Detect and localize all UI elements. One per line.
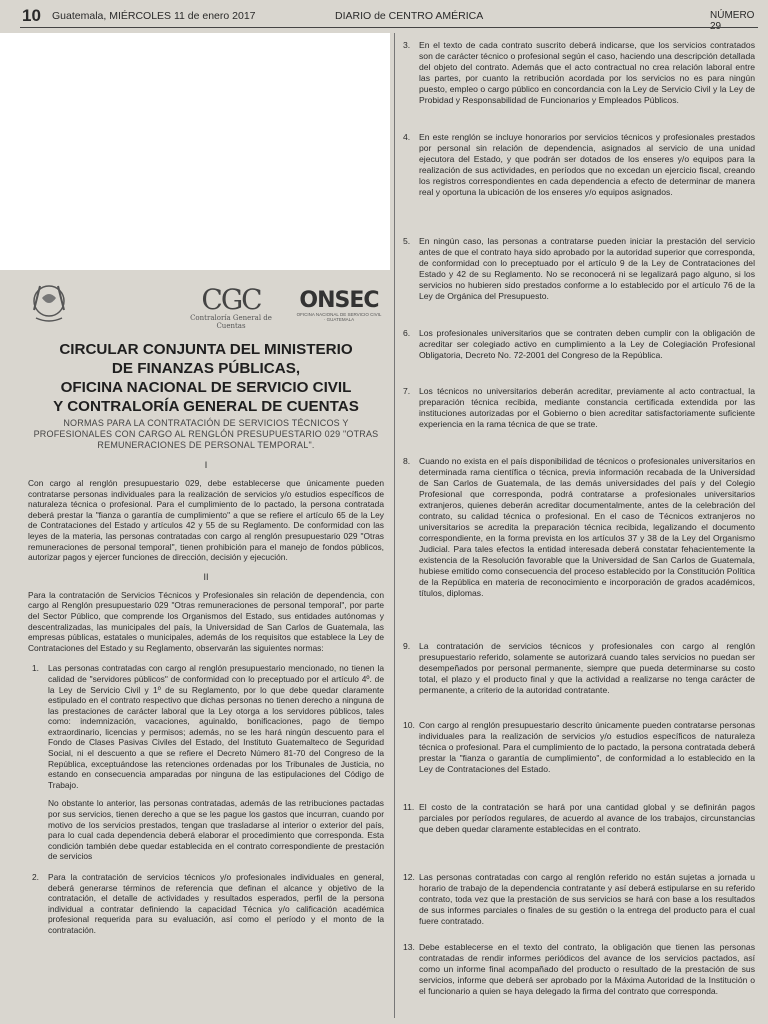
norm-number: 3. [403, 40, 411, 50]
title-line-3: OFICINA NACIONAL DE SERVICIO CIVIL [60, 379, 352, 396]
cgc-logo-name: Contraloría General de Cuentas [190, 314, 272, 330]
paragraph-2: Para la contratación de Servicios Técnicos y Profesionales sin relación de dependencia, con cargo al Renglón presupuestario 029 "Otras remuneraciones de personal temporal", por parte del Sector Público, que comprende los Organismos del Estado, sus entidades autónomas y descentralizadas, las municipales del país, la Universidad de San Carlos de Guatemala, las empresas públicas, estatales o municipales, además de los requisitos que establece la Ley de Contrataciones del Estado y su Reglamento, observarán las siguientes normas: [28, 589, 384, 653]
newspaper-name: DIARIO de CENTRO AMÉRICA [335, 10, 484, 22]
coat-of-arms-icon [28, 278, 70, 324]
norm-text: Las personas contratadas con cargo al renglón presupuestario mencionado, no tienen la calidad de "servidores públicos" de conformidad con lo preceptuado por el artículo 4º. de la Ley de Servicio Civil y 1º de su Reglamento, por lo que debe quedar claramente estipulado en el contrato respectivo que dichas personas no tienen derecho a ninguna de las prestaciones de carácter laboral que la Ley otorga a los servidores públicos, tales como: indemnización, vacaciones, aguinaldo, bonificaciones, pago de tiempo extraordinario, licencias y permisos; además, no se les hará ningún descuento para el Fondo de Clases Pasivas Civiles del Estado, del Instituto Guatemalteco de Seguridad Social, ni el descuento a que se refiere el Decreto Número 81-70 del Congreso de la República, exceptuándose las retenciones ordenadas por los Tribunales de Justicia, no estando en consecuencia amparadas por ninguna de las estipulaciones del Código de Trabajo. [48, 663, 384, 790]
norm-number: 12. [403, 872, 415, 882]
norm-text: No obstante lo anterior, las personas contratadas, además de las retribuciones pactadas por sus servicios, tienen derecho a que se les pague los gastos que incurran, cuando por motivo de los servicios prestados, tengan que trasladarse al interior o exterior del país, para lo cual cada dependencia deberá elaborar el procedimiento que corresponda. Esta condición también debe quedar establecida en el contrato correspondiente de prestación de servicios [48, 798, 384, 862]
norm-item-12 [403, 872, 755, 927]
norm-text: Cuando no exista en el país disponibilidad de técnicos o profesionales universitarios en determinada rama científica o técnica, previa información recabada de la Universidad de San Carlos de Guatemala, de las demás universidades del país y del Colegio Profesional que corresponda, podrá contratarse a profesionales universitarios extranjeros, quienes deberán acreditar documentalmente, antes de la celebración del contrato, su calidad técnica o profesional. En el caso de Técnicos extranjeros no universitarios se acredita la preparación técnica recibida, legalizando el documento correspondiente, en la forma prevista en los artículos 37 y 38 de la Ley del Organismo Judicial. Para tales efectos la entidad interesada deberá constatar fehacientemente la existencia de la Resolución favorable que la Universidad de San Carlos de Guatemala, hubiese emitido como consecuencia del proceso establecido por la Constitución Política de la República en materia de reconocimiento e incorporación de grados académicos, títulos, diplomas. [419, 456, 755, 598]
norm-text: Para la contratación de servicios técnicos y/o profesionales individuales en general, deberá generarse términos de referencia que definan el alcance y objetivo de la contratación, el detalle de actividades y resultados esperados, perfil de la persona individual a contratar definiendo la capacidad Técnica y/o calificación académica profesional requerida para su evaluación, así como el período y el monto de la contratación. [48, 872, 384, 935]
norm-number: 4. [403, 132, 411, 142]
page-header [0, 0, 768, 30]
cgc-logo-mark: CGC [201, 283, 261, 316]
norm-number: 1. [32, 663, 39, 674]
paragraph-1: Con cargo al renglón presupuestario 029, debe establecerse que únicamente pueden contratarse personas individuales para la realización de servicios y/o estudios específicos de naturaleza técnica o profesional. Para el cumplimiento de lo pactado, la persona contratada deberá prestar la "fianza o garantía de cumplimiento" a que se refiere el artículo 65 de la Ley de Contrataciones del Estado y artículos 42 y 55 de su Reglamento. De conformidad con las leyes de la materia, las personas contratadas con cargo al renglón presupuestario 029 "Otras remuneraciones de personal temporal", tienen prohibición para el manejo de fondos públicos, autorizar pagos y ejercer funciones de dirección, decisión y ejecución. [28, 478, 384, 563]
page-number: 10 [22, 6, 41, 25]
norm-item-6 [403, 328, 755, 361]
norm-item-10 [403, 720, 755, 775]
norm-text: La contratación de servicios técnicos y profesionales con cargo al renglón presupuestario referido, solamente se autorizará cuando tales servicios no puedan ser desempeñados por personal permanente, siempre que pueda determinarse su costo total, el plazo y el producto final y que la actividad a realizarse no tenga carácter de permanente, a criterio de la autoridad contratante. [419, 641, 755, 695]
norm-text: Los técnicos no universitarios deberán acreditar, previamente al acto contractual, la preparación técnica recibida, mediante constancia certificada extendida por las instituciones autorizadas por el Gobierno o bien acreditar satisfactoriamente suficiente experiencia en la rama técnica de que se trate. [419, 386, 755, 429]
norm-number: 9. [403, 641, 411, 651]
norm-item-4 [403, 132, 755, 198]
norm-text: Las personas contratadas con cargo al renglón referido no están sujetas a jornada u horario de trabajo de la dependencia contratante y así deberá estipularse en su referido contrato, toda vez que la prestación de sus servicios se hará con base a los resultados de sus informes parciales o finales de su gestión o la entrega del producto para el cual fuere contratado. [419, 872, 755, 926]
norm-item-9 [403, 641, 755, 696]
norm-text: Con cargo al renglón presupuestario descrito únicamente pueden contratarse personas individuales para la realización de servicios y/o estudios específicos de naturaleza técnica o profesional. Para el cumplimiento de lo pactado, la persona contratada deberá prestar la "fianza o garantía de cumplimiento", de conformidad a lo establecido en la Ley de Contrataciones del Estado. [419, 720, 755, 774]
title-line-1: CIRCULAR CONJUNTA DEL MINISTERIO [59, 341, 353, 358]
norm-item-13 [403, 942, 755, 997]
cgc-logo [176, 283, 286, 330]
norm-number: 2. [32, 872, 39, 882]
norm-item-1-continued [28, 798, 384, 862]
column-divider [394, 33, 395, 1018]
norm-text: En ningún caso, las personas a contratarse pueden iniciar la prestación del servicio antes de que el contrato haya sido aprobado por la autoridad superior que corresponda, de conformidad con lo preceptuado por el artículo 9 de la Ley de Contrataciones del Estado y 42 de su Reglamento. No se reconocerá ni se legalizará pago alguno, si los servicios no hubieren sido prestados conforme a lo establecido por el artículo 76 de la Ley de Orgánica del Presupuesto. [419, 236, 755, 301]
norm-number: 5. [403, 236, 411, 246]
header-rule [20, 27, 758, 28]
issue-number: NÚMERO [710, 10, 755, 21]
onsec-logo-name: OFICINA NACIONAL DE SERVICIO CIVIL · GUATEMALA [296, 312, 382, 322]
title-line-4: Y CONTRALORÍA GENERAL DE CUENTAS [53, 398, 359, 415]
norm-item-11 [403, 802, 755, 835]
norm-text: Los profesionales universitarios que se contraten deben cumplir con la obligación de acreditar ser colegiado activo en cumplimiento a la Ley de Colegiación Profesional Obligatoria, Decreto No. 72-2001 del Congreso de la República. [419, 328, 755, 360]
section-heading-2: II [203, 571, 209, 582]
norm-number: 10. [403, 720, 415, 730]
circular-title [28, 340, 384, 416]
norm-item-5 [403, 236, 755, 302]
onsec-logo-mark: ONSEC [299, 288, 379, 313]
norm-text: Debe establecerse en el texto del contrato, la obligación que tienen las personas contratadas de rendir informes periódicos del avance de los servicios pactados, así como un informe final acompañado del producto o resultado de la prestación de sus servicios, informe que deberá ser aprobado por la Máxima Autoridad de la Institución o el funcionario a quien se haya delegado la firma del contrato que corresponda. [419, 942, 755, 996]
norm-number: 13. [403, 942, 415, 952]
norm-text: En el texto de cada contrato suscrito deberá indicarse, que los servicios contratados son de carácter técnico o profesional según el caso, haciendo una descripción detallada del objeto del contrato. Además que el acto contractual no crea relación laboral entre las partes, por cuanto la retribución acordada por los servicios no es para ningún puesto, empleo o cargo público en concordancia con la Ley de Servicio Civil y la Ley de Probidad y Responsabilidad de Funcionarios y Empleados Públicos. [419, 40, 755, 105]
norm-number: 11. [403, 802, 415, 812]
blank-area [0, 33, 390, 270]
norm-item-3 [403, 40, 755, 106]
title-line-2: DE FINANZAS PÚBLICAS, [111, 360, 301, 377]
norm-item-1 [28, 663, 384, 790]
norm-number: 6. [403, 328, 411, 338]
circular-subtitle: NORMAS PARA LA CONTRATACIÓN DE SERVICIOS TÉCNICOS Y PROFESIONALES CON CARGO AL RENGLÓN PRESUPUESTARIO 029 "OTRAS REMUNERACIONES DE PERSONAL TEMPORAL". [33, 418, 379, 450]
norm-item-2 [28, 872, 384, 936]
publication-date: Guatemala, MIÉRCOLES 11 de enero 2017 [52, 10, 256, 22]
norm-number: 8. [403, 456, 411, 466]
norm-text: El costo de la contratación se hará por una cantidad global y se definirán pagos parciales por períodos regulares, de acuerdo al avance de los trabajos, circunstancias que deben quedar claramente establecidas en el contrato. [419, 802, 755, 834]
norm-item-8 [403, 456, 755, 599]
norm-number: 7. [403, 386, 411, 396]
norm-item-7 [403, 386, 755, 430]
left-column [28, 276, 384, 936]
logo-row [28, 276, 384, 336]
onsec-logo [296, 290, 382, 322]
section-heading-1: I [204, 460, 208, 470]
norm-text: En este renglón se incluye honorarios por servicios técnicos y profesionales prestados por personal sin relación de dependencia, asignados al servicio de una unidad ejecutora del Estado, y que podrán ser dotados de los enseres y/o equipos para la realización de sus actividades, en períodos que no excedan un ejercicio fiscal, creando los registros correspondientes en cada dependencia a efecto de determinar de manera real y oportuna la ubicación de los enseres y/o equipos asignados. [419, 132, 755, 197]
